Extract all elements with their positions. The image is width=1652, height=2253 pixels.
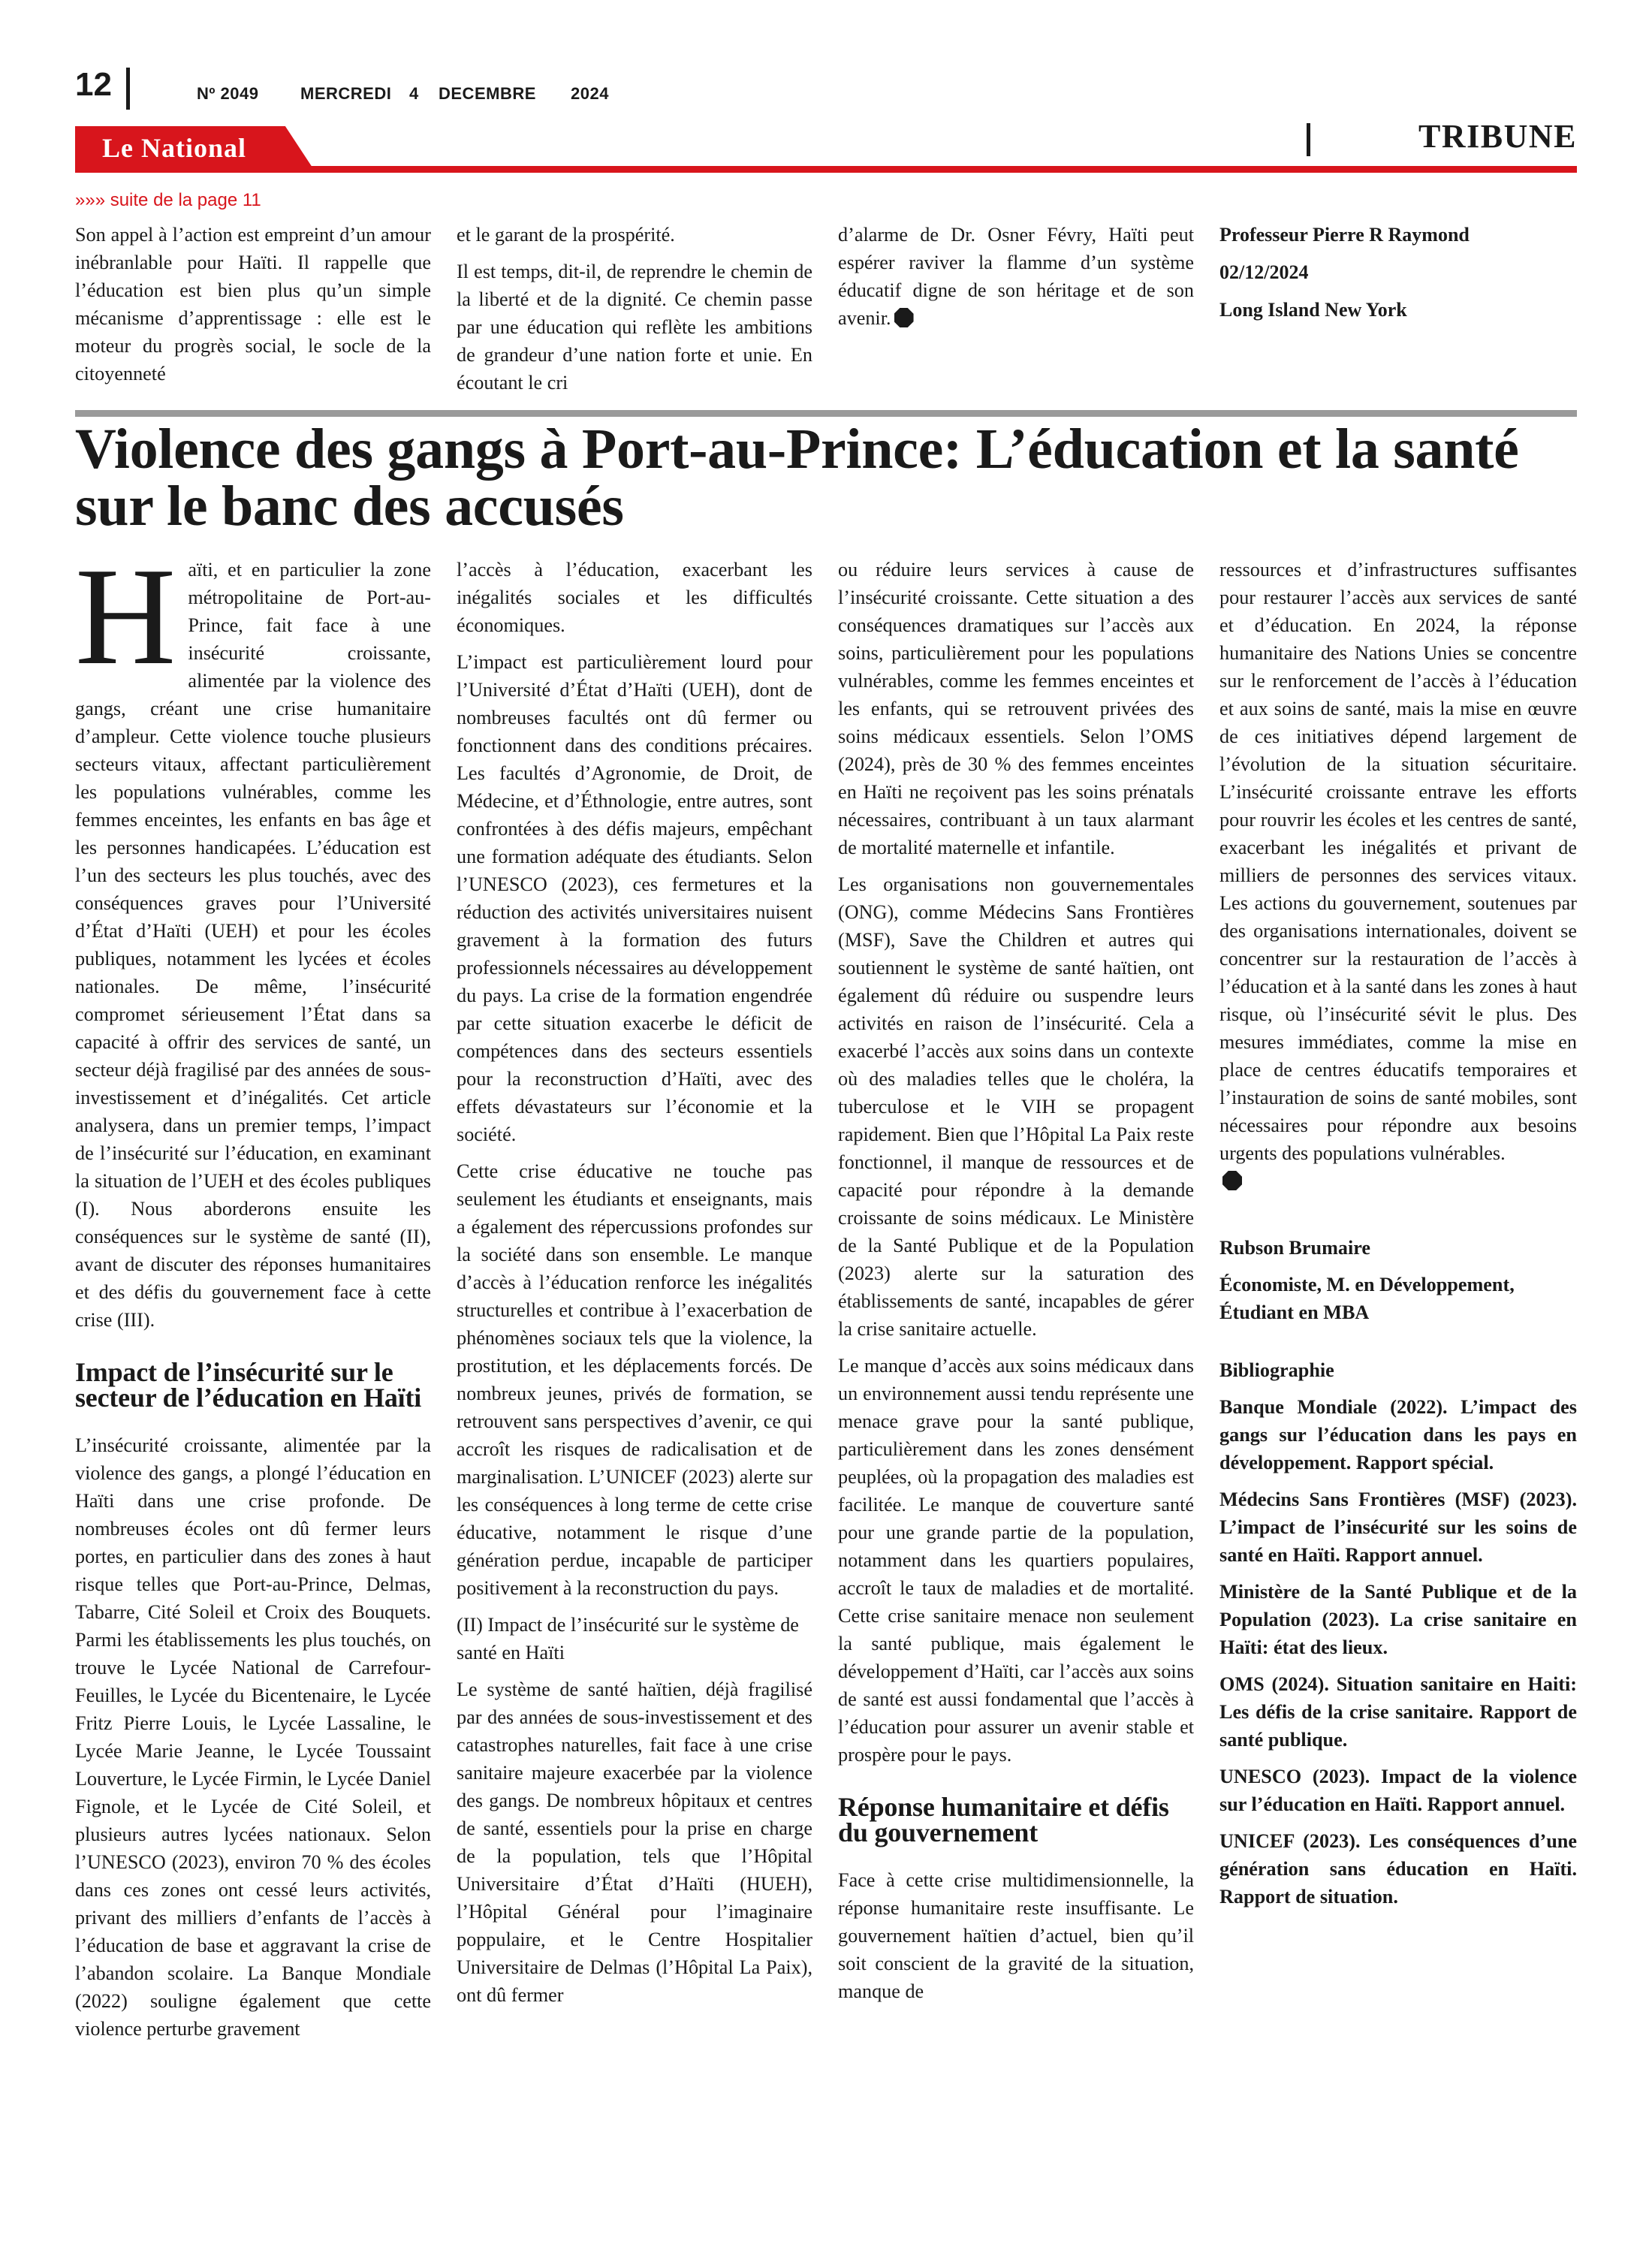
paragraph: Cette crise éducative ne touche pas seulement les étudiants et enseignants, mais a également des répercussions profondes sur la société dans son ensemble. Le manque d’accès à l’éducation renforce les inégalités structurelles et contribue à l’exacerbation de phénomènes sociaux tels que la violence, la prostitution, et les déplacements forcés. De nombreux jeunes, privés de formation, se retrouvent sans perspectives d’avenir, ce qui accroît les risques de radicalisation et de marginalisation. L’UNICEF (2023) alerte sur les conséquences à long terme de cette crise éducative, notamment le risque d’une génération perdue, incapable de participer positivement à la reconstruction du pays.: [457, 1160, 812, 1599]
paragraph: Le système de santé haïtien, déjà fragilisé par des années de sous-investissement et des catastrophes naturelles, fait face à une crise sanitaire majeure exacerbée par la violence des gangs. De nombreux hôpitaux et centres de santé, essentiels pour la prise en charge de la population, tels que l’Hôpital Universitaire d’État d’Haïti (HUEH), l’Hôpital Général pour l’imaginaire poppulaire, et le Centre Hospitalier Universitaire de Delmas (l’Hôpital La Paix), ont dû fermer: [457, 1678, 812, 2006]
issue-year: 2024: [571, 84, 609, 103]
drop-cap: H: [75, 539, 176, 694]
paragraph: Les organisations non gouvernementales (ONG), comme Médecins Sans Frontières (MSF), Save the Children et autres qui soutiennent le système de santé haïtien, ont également dû réduire ou suspendre leurs activités en raison de l’insécurité. Cela a exacerbé l’accès aux soins dans un contexte où des maladies telles que le choléra, la tuberculose et le VIH se propagent rapidement. Bien que l’Hôpital La Paix reste fonctionnel, il manque de ressources et de capacité pour répondre à la demande croissante de soins médicaux. Le Ministère de la Santé Publique et de la Population (2023) alerte sur la saturation des établissements de santé, incapables de gérer la crise sanitaire actuelle.: [838, 873, 1194, 1340]
lead-paragraph: [75, 539, 431, 1334]
subheading-response: Réponse humanitaire et défis du gouvernement: [838, 1792, 1169, 1847]
paragraph: [838, 221, 1194, 332]
bibliography-entry: Banque Mondiale (2022). L’impact des gangs sur l’éducation dans les pays en développement. Rapport spécial.: [1219, 1396, 1577, 1473]
paragraph: et le garant de la prospérité.: [457, 224, 675, 246]
bibliography-entry: OMS (2024). Situation sanitaire en Haiti: Les défis de la crise sanitaire. Rapport de santé publique.: [1219, 1673, 1577, 1751]
paragraph-text: ressources et d’infrastructures suffisantes pour restaurer l’accès aux services de santé et d’éducation. En 2024, la réponse humanitaire des Nations Unies se concentre sur le renforcement de l’accès à l’éducation et aux soins de santé, mais la mise en œuvre de ces initiatives dépend largement de l’évolution de la situation sécuritaire. L’insécurité croissante entrave les efforts pour rouvrir les écoles et les centres de santé, exacerbant les inégalités et privant de milliers de personnes des services vitaux. Les actions du gouvernement, soutenues par des organisations internationales, doivent se concentrer sur la restauration de l’accès à l’éducation et à la santé dans les zones à haut risque, où l’insécurité sévit le plus. Des mesures immédiates, comme la mise en place de centres éducatifs temporaires et l’instauration de soins de santé mobiles, sont nécessaires pour répondre aux besoins urgents des populations vulnérables.: [1219, 559, 1577, 1164]
paragraph: L’insécurité croissante, alimentée par la violence des gangs, a plongé l’éducation en Haïti dans une crise profonde. De nombreuses écoles ont dû fermer leurs portes, en particulier dans des zones à haut risque telles que Port-au-Prince, Delmas, Tabarre, Cité Soleil et Croix des Bouquets. Parmi les établissements les plus touchés, on trouve le Lycée National de Carrefour-Feuilles, le Lycée du Bicentenaire, le Lycée Fritz Pierre Louis, le Lycée Lassaline, le Lycée Marie Jeanne, le Lycée Toussaint Louverture, le Lycée Firmin, le Lycée Daniel Fignole, et le Lycée de Cité Soleil, et plusieurs autres lycées nationaux. Selon l’UNESCO (2023), environ 70 % des écoles dans ces zones ont cessé leurs activités, privant des milliers d’enfants de l’accès à l’éducation de base et aggravant la crise de l’abandon scolaire. La Banque Mondiale (2022) souligne également que cette violence perturbe gravement: [75, 1434, 431, 2040]
bibliography-heading: Bibliographie: [1219, 1359, 1334, 1381]
brand-name: Le National: [102, 133, 247, 163]
signature-author: Professeur Pierre R Raymond: [1219, 224, 1470, 246]
paragraph-text: aïti, et en particulier la zone métropolitaine de Port-au-Prince, fait face à une insécurité croissante, alimentée par la violence des gangs, créant une crise humanitaire d’ampleur. Cette violence touche plusieurs secteurs vitaux, affectant particulièrement les populations vulnérables, comme les femmes enceintes, les enfants en bas âge et les personnes handicapées. L’éducation est l’un des secteurs les plus touchés, avec des conséquences graves pour l’Université d’État d’Haïti (UEH) et pour les écoles publiques, notamment les lycées et écoles nationales. De même, l’insécurité compromet sérieusement l’État dans sa capacité à offrir des services de santé, un secteur déjà fragilisé par des années de sous-investissement et d’inégalités. Cet article analysera, dans un premier temps, l’impact de l’insécurité sur l’éducation, en examinant la situation de l’UEH et des écoles publiques (I). Nous aborderons ensuite les conséquences sur le système de santé (II), avant de discuter des réponses humanitaires et des défis du gouvernement face à cette crise (III).: [75, 559, 431, 1331]
issue-number: Nº 2049: [197, 84, 259, 103]
paragraph: Il est temps, dit-il, de reprendre le chemin de la liberté et de la dignité. Ce chemin passe par une éducation qui reflète les ambitions de grandeur d’une nation forte et unie. En écoutant le cri: [457, 261, 812, 394]
signature-place: Long Island New York: [1219, 299, 1407, 321]
paragraph: Son appel à l’action est empreint d’un amour inébranlable pour Haïti. Il rappelle que l’éducation est bien plus qu’un simple mécanisme d’apprentissage : elle est le moteur du progrès social, le socle de la citoyenneté: [75, 224, 431, 385]
article-column-1: [75, 539, 431, 2052]
article-headline: Violence des gangs à Port-au-Prince: L’éducation et la santé sur le banc des accusés: [75, 418, 1519, 538]
prev-article-column-2: [457, 221, 812, 406]
issue-month: DECEMBRE: [439, 84, 536, 103]
continued-from-link[interactable]: »»» suite de la page 11: [75, 190, 261, 210]
paragraph: (II) Impact de l’insécurité sur le système de santé en Haïti: [457, 1614, 799, 1663]
paragraph: L’impact est particulièrement lourd pour l’Université d’État d’Haïti (UEH), dont de nombreuses facultés ont dû fermer ou fonctionnent dans des conditions précaires. Les facultés d’Agronomie, de Droit, de Médecine, et d’Éthnologie, entre autres, sont confrontées à des défis majeurs, empêchant une formation adéquate des étudiants. Selon l’UNESCO (2023), ces fermetures et la réduction des activités universitaires nuisent gravement à la formation des futurs professionnels nécessaires au développement du pays. La crise de la formation engendrée par cette situation exacerbe le déficit de compétences dans des secteurs essentiels pour la reconstruction d’Haïti, avec des effets dévastateurs sur l’économie et la société.: [457, 651, 812, 1145]
subheading-education: Impact de l’insécurité sur le secteur de l’éducation en Haïti: [75, 1357, 422, 1413]
paragraph: [1219, 556, 1577, 1195]
page-number-divider: [126, 68, 130, 110]
paragraph: ou réduire leurs services à cause de l’insécurité croissante. Cette situation a des conséquences dramatiques sur l’accès aux soins, particulièrement pour les populations vulnérables, comme les femmes enceintes et les enfants, qui se retrouvent privées des soins médicaux essentiels. Selon l’OMS (2024), près de 30 % des femmes enceintes en Haïti ne reçoivent pas les soins prénatals nécessaires, contribuant à un taux alarmant de mortalité maternelle et infantile.: [838, 559, 1194, 858]
paragraph-text: d’alarme de Dr. Osner Févry, Haïti peut espérer raviver la flamme d’un système éducatif digne de son héritage et de son avenir.: [838, 224, 1194, 329]
author-name: Rubson Brumaire: [1219, 1237, 1371, 1259]
end-of-article-icon: [1222, 1171, 1242, 1190]
prev-article-signature: [1219, 216, 1577, 329]
author-title: Économiste, M. en Développement, Étudiant en MBA: [1219, 1274, 1515, 1323]
bibliography-entry: Médecins Sans Frontières (MSF) (2023). L’impact de l’insécurité sur les soins de santé en Haïti. Rapport annuel.: [1219, 1488, 1577, 1566]
article-column-4: [1219, 556, 1577, 1920]
prev-article-column-1: [75, 221, 431, 397]
issue-day: 4: [409, 84, 419, 103]
bibliography-entry: UNESCO (2023). Impact de la violence sur l’éducation en Haïti. Rapport annuel.: [1219, 1766, 1577, 1815]
paragraph: Le manque d’accès aux soins médicaux dans un environnement aussi tendu représente une menace grave pour la santé publique, particulièrement dans les zones densément peuplées, où la propagation des maladies est facilitée. Le manque de couverture santé pour une grande partie de la population, notamment dans les quartiers populaires, accroît le taux de maladies et de mortalité. Cette crise sanitaire menace non seulement la santé publique, mais également le développement d’Haïti, car l’accès aux soins de santé est aussi fondamental que l’accès à l’éducation pour assurer un avenir stable et prospère pour le pays.: [838, 1355, 1194, 1766]
prev-article-column-3: [838, 221, 1194, 341]
bibliography-entry: UNICEF (2023). Les conséquences d’une génération sans éducation en Haïti. Rapport de situation.: [1219, 1830, 1577, 1908]
section-divider: [1307, 123, 1310, 156]
section-title: TRIBUNE: [1418, 118, 1577, 155]
paragraph: l’accès à l’éducation, exacerbant les inégalités sociales et les difficultés économiques.: [457, 559, 812, 636]
article-column-2: [457, 556, 812, 2018]
article-column-3: [838, 556, 1194, 2014]
bibliography-entry: Ministère de la Santé Publique et de la Population (2023). La crise sanitaire en Haïti: état des lieux.: [1219, 1581, 1577, 1658]
signature-date: 02/12/2024: [1219, 261, 1309, 283]
end-of-article-icon: [894, 308, 914, 327]
page-number: 12: [75, 66, 112, 103]
paragraph: Face à cette crise multidimensionnelle, la réponse humanitaire reste insuffisante. Le gouvernement haïtien d’actuel, bien qu’il soit conscient de la gravité de la situation, manque de: [838, 1869, 1194, 2002]
issue-weekday: MERCREDI: [300, 84, 392, 103]
article-separator: [75, 410, 1577, 417]
